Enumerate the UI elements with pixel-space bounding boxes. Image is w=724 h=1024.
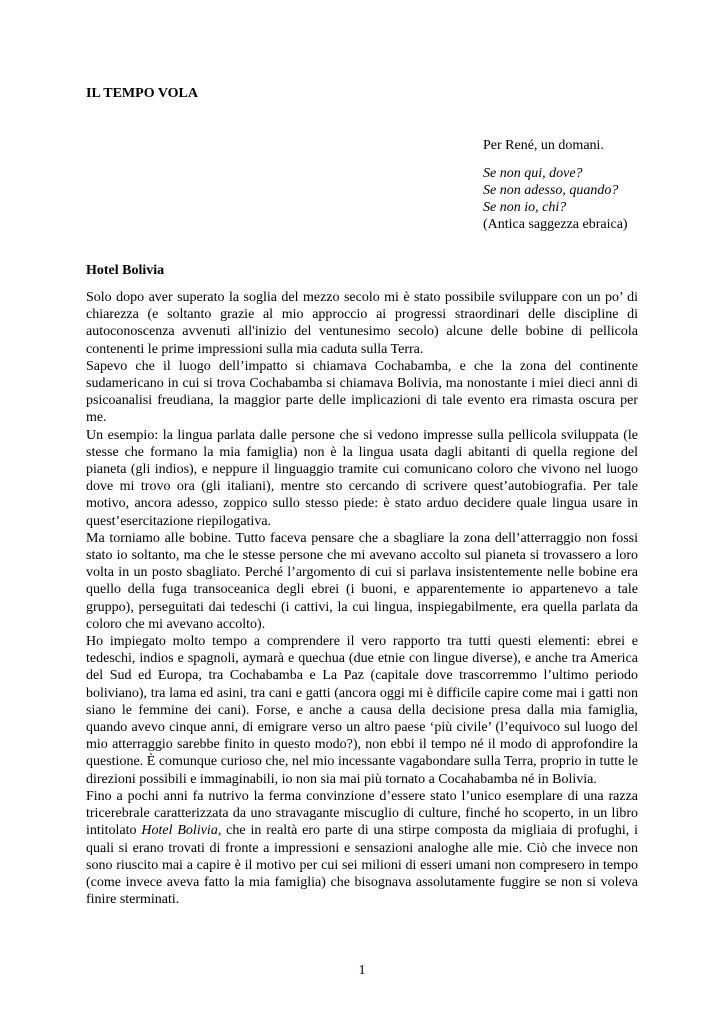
quote-line: Se non adesso, quando? (483, 183, 619, 198)
paragraph: Ho impiegato molto tempo a comprendere il vero rapporto tra tutti questi elementi: ebrei e tedeschi, indios e spagnoli, aymarà e quechua (due etnie con lingue diverse), e anche tra America del Sud ed Europa, tra Cochabamba e La Paz (capitale dove trascorremmo l’ultimo periodo boliviano), tra lama ed asini, tra cani e gatti (ancora oggi mi è difficile capire come mai i gatti non siano le femmine dei cani). Forse, e anche a causa della decisione presa dalla mia famiglia, quando avevo cinque anni, di emigrare verso un altro paese ‘più civile’ (l’equivoco sul luogo del mio atterraggio sarebbe finito in questo modo?), non ebbi il tempo né il modo di approfondire la questione. È comunque curioso che, nel mio incessante vagabondare sulla Terra, proprio in tutte le direzioni possibili e immaginabili, io non sia mai più tornato a Cocahabamba né in Bolivia. (86, 634, 638, 787)
quote-line: Se non io, chi? (483, 200, 567, 215)
dedication: Per René, un domani. (483, 138, 604, 153)
paragraph: Solo dopo aver superato la soglia del mezzo secolo mi è stato possibile sviluppare con un po’ di chiarezza (e soltanto grazie al mio approccio ai progressi straordinari delle discipline di autoconoscenza avvenuti all'inizio del ventunesimo secolo) alcune delle bobine di pellicola contenenti le prime impressioni sulla mia caduta sulla Terra. (86, 290, 638, 357)
paragraph (86, 788, 638, 908)
epigraph (483, 137, 683, 233)
paragraph: Un esempio: la lingua parlata dalle persone che si vedono impresse sulla pellicola sviluppata (le stesse che formano la mia famiglia) non è la lingua usata dagli abitanti di quella regione del pianeta (gli indios), e neppure il linguaggio tramite cui comunicano coloro che vivono nel luogo dove mi trovo ora (gli italiani), mentre sto cercando di scrivere quest’autobiografia. Per tale motivo, ancora adesso, zoppico sullo stesso piede: è stato arduo decidere quale lingua usare in quest’esercitazione riepilogativa. (86, 427, 638, 529)
paragraph: Ma torniamo alle bobine. Tutto faceva pensare che a sbagliare la zona dell’atterraggio non fossi stato io soltanto, ma che le stesse persone che mi avevano accolto sul pianeta si trovassero a loro volta in un posto sbagliato. Perché l’argomento di cui si parlava insistentemente nelle bobine era quello della fuga transoceanica degli ebrei (i buoni, e apparentemente io appartenevo a tale gruppo), perseguitati dai tedeschi (i cattivi, la cui lingua, inspiegabilmente, era quella parlata da coloro che mi avevano accolto). (86, 530, 638, 632)
paragraph-text: , che in realtà ero parte di una stirpe composta da migliaia di profughi, i quali si erano trovati di fronte a impressioni e sensazioni analoghe alle mie. Ciò che invece non sono riuscito mai a capire è il motivo per cui sei milioni di esseri umani non compresero in tempo (come invece aveva fatto la mia famiglia) che bisognava assolutamente fuggire se non si voleva finire sterminati. (86, 823, 639, 908)
paragraph: Sapevo che il luogo dell’impatto si chiamava Cochabamba, e che la zona del continente sudamericano in cui si trova Cochabamba si chiamava Bolivia, ma nonostante i miei dieci anni di psicoanalisi freudiana, la maggior parte delle implicazioni di tale evento era rimasta oscura per me. (86, 358, 638, 426)
epigraph-quote (483, 165, 683, 233)
book-title: Hotel Bolivia (141, 823, 218, 839)
quote-line: Se non qui, dove? (483, 166, 583, 181)
paragraph-text: Fino a pochi anni fa nutrivo la ferma convinzione d’essere stato l’unico esemplare di una razza tricerebrale caratterizzata da uno stravagante miscuglio di culture, finché ho scoperto, in un libro intitolato (86, 788, 638, 839)
page-number: 1 (358, 963, 366, 978)
quote-attribution: (Antica saggezza ebraica) (483, 217, 628, 232)
body-text (86, 289, 638, 908)
document-title: IL TEMPO VOLA (86, 86, 199, 101)
section-title: Hotel Bolivia (86, 263, 165, 278)
